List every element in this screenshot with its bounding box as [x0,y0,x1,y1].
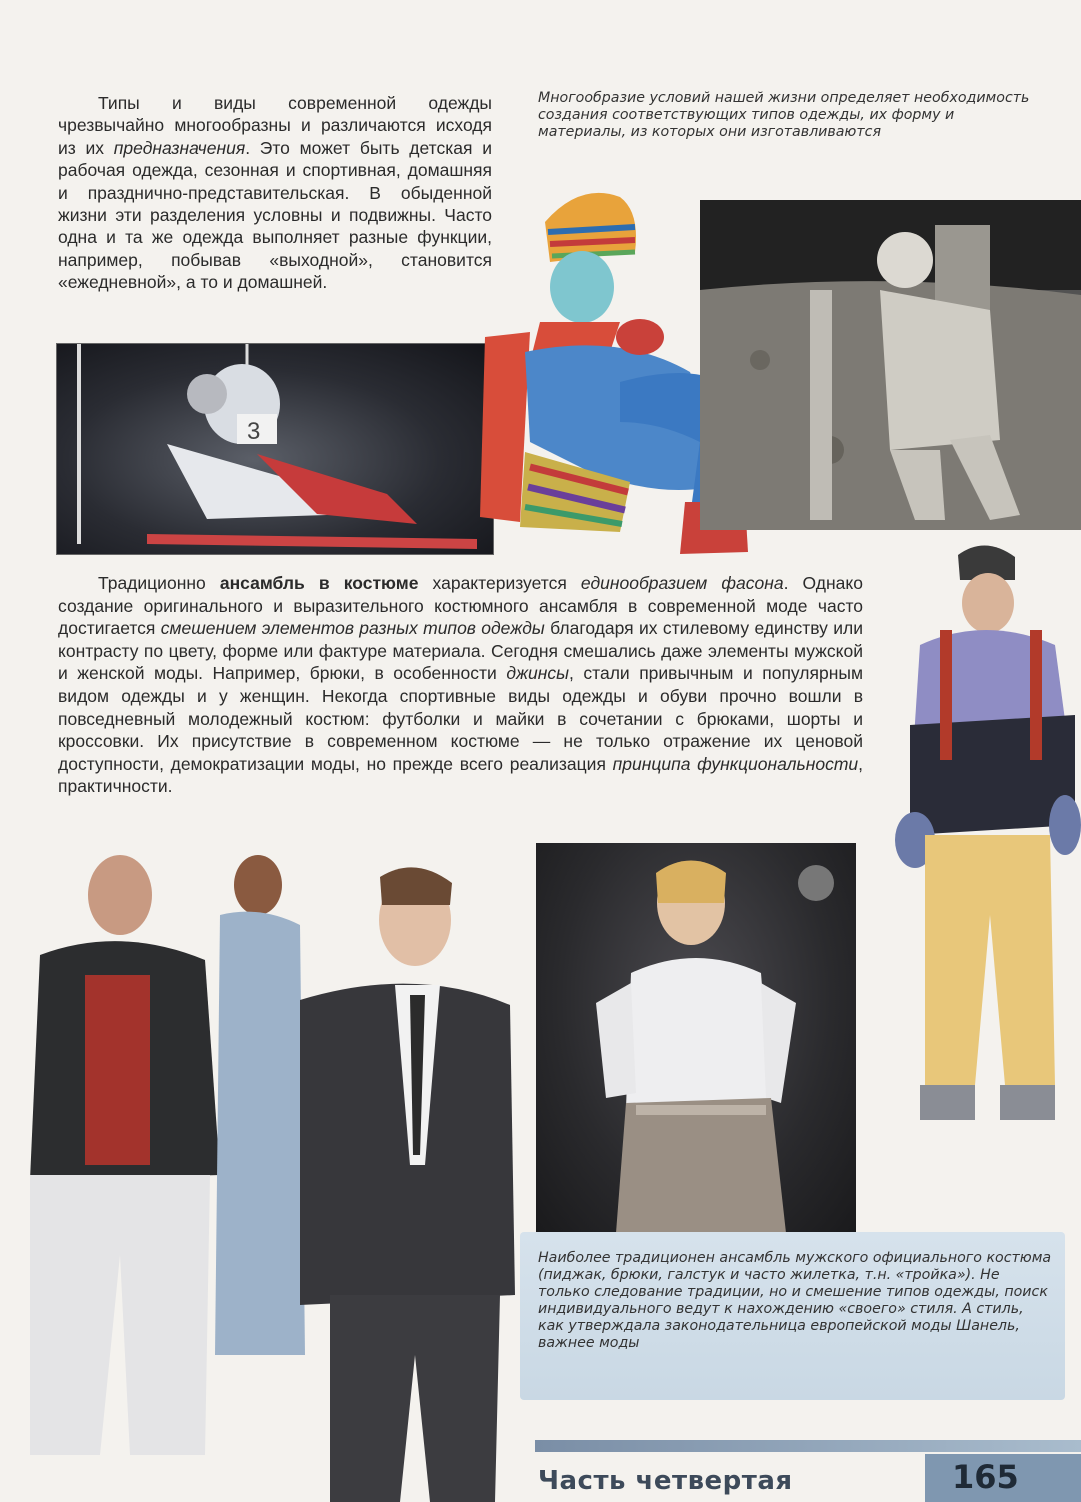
main-text-3: . Однако создание оригинального и выразительного костюмного ансамбля в современной моде часто достигается [58,573,863,639]
caption-top: Многообразие условий нашей жизни определяет необходимость создания соответствующих типов одежды, их форму и материалы, из которых они изготавливаются [538,90,1030,140]
intro-paragraph [58,92,492,294]
page-number: 165 [952,1458,1019,1496]
skier-photo [56,343,494,555]
emphasis-mixing: смешением элементов разных типов одежды [160,618,545,639]
intro-emphasis: предназначения [113,137,246,158]
main-text-4: благодаря их стилевому единству или контрасту по цвету, форме или фактуре материала. Сегодня смешались даже элементы мужской и женской моды. Например, брюки, в особенности [58,618,863,684]
main-text-1: Традиционно [98,573,220,593]
main-text-5: , стали привычным и популярным видом одежды и у женщин. Некогда спортивные виды одежды и обуви прочно вошли в повседневный молодежный костюм: футболки и майки в сочетании с брюками, шорты и кроссовки. Их присутствие в современном костюме — не только отражение их ценовой доступности, демократизации моды, но прежде всего реализация [58,663,863,774]
snowboarder-photo [880,535,1081,1135]
caption-bottom: Наиболее традиционен ансамбль мужского официального костюма (пиджак, брюки, галстук и часто жилетка, т.н. «тройка»). Не только следование традиции, но и смешение типов одежды, поиск индивидуального ведут к нахождению «своего» стиля. А стиль, как утверждала законодательница европейской моды Шанель, важнее моды [538,1250,1052,1351]
term-ensemble: ансамбль в костюме [219,573,419,593]
section-title: Часть четвертая [538,1466,793,1496]
main-paragraph [58,572,863,798]
emphasis-functionality: принципа функциональности [612,753,859,774]
moon-astronaut-photo [700,200,1081,530]
emphasis-uniformity: единообразием фасона [580,573,784,593]
emphasis-jeans: джинсы [506,663,570,684]
main-text-6: , практичности. [58,753,864,797]
intro-text-2: . Это может быть детская и рабочая одежда, сезонная и спортивная, домашняя и празднично-представительская. В обыденной жизни эти разделения условны и подвижны. Часто одна и та же одежда выполняет разные функции, например, побывав «выходной», становится «ежедневной», а то и домашней. [58,137,492,293]
footer-divider [535,1440,1081,1452]
intro-text-1: Типы и виды современной одежды чрезвычайно многообразны и различаются исходя из их [58,93,492,158]
svg-text:3: 3 [247,418,261,445]
mens-fashion-group-photo [0,835,520,1502]
runway-model-photo [536,843,856,1233]
main-text-2: характеризуется [418,573,581,593]
